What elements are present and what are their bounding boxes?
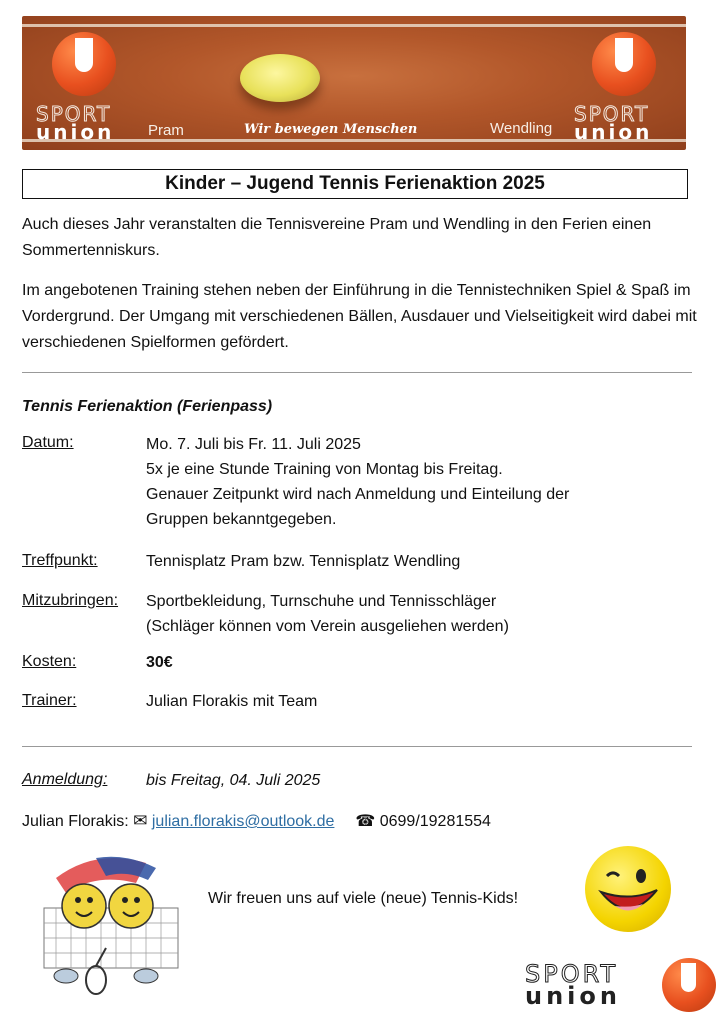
footer-sport-text: SPORT xyxy=(525,960,619,988)
banner-left-union: union xyxy=(36,120,115,144)
header-banner xyxy=(22,16,686,150)
contact-name: Julian Florakis: xyxy=(22,813,129,830)
datum-line: Genauer Zeitpunkt wird nach Anmeldung und Einteilung der xyxy=(146,486,570,503)
treffpunkt-label: Treffpunkt: xyxy=(22,552,98,569)
banner-right-union: union xyxy=(574,120,653,144)
datum-value xyxy=(146,432,569,532)
phone-number: 0699/19281554 xyxy=(379,813,491,830)
banner-slogan: Wir bewegen Menschen xyxy=(244,122,418,137)
sport-union-logo-left-icon xyxy=(52,32,116,96)
trainer-value: Julian Florakis mit Team xyxy=(146,693,318,710)
anmeldung-value: bis Freitag, 04. Juli 2025 xyxy=(146,772,321,789)
envelope-icon: ✉ xyxy=(133,811,148,830)
datum-line: Gruppen bekanntgegeben. xyxy=(146,511,337,528)
footer-union-text: union xyxy=(525,982,621,1010)
divider-1 xyxy=(22,372,692,373)
closing-text: Wir freuen uns auf viele (neue) Tennis-Kids! xyxy=(208,890,519,907)
mitzubringen-line: (Schläger können vom Verein ausgeliehen werden) xyxy=(146,618,509,635)
banner-left-town: Pram xyxy=(148,122,184,139)
trainer-label: Trainer: xyxy=(22,692,77,709)
divider-2 xyxy=(22,746,692,747)
mitzubringen-label: Mitzubringen: xyxy=(22,592,119,609)
email-link[interactable]: julian.florakis@outlook.de xyxy=(151,813,335,830)
mitzubringen-line: Sportbekleidung, Turnschuhe und Tennisschläger xyxy=(146,593,497,610)
banner-right-sport: SPORT xyxy=(574,102,650,126)
anmeldung-label: Anmeldung: xyxy=(22,771,108,788)
intro-paragraph-1: Auch dieses Jahr veranstalten die Tennisvereine Pram und Wendling in den Ferien einen Sommertenniskurs. xyxy=(22,216,652,259)
kosten-label: Kosten: xyxy=(22,653,77,670)
intro-paragraph-2: Im angebotenen Training stehen neben der Einführung in die Tennistechniken Spiel & Spaß im Vordergrund. Der Umgang mit verschiedenen Bällen, Ausdauer und Vielseitigkeit wird dabei mit verschiedenen Spielformen gefördert. xyxy=(22,282,697,351)
treffpunkt-value: Tennisplatz Pram bzw. Tennisplatz Wendling xyxy=(146,553,461,570)
phone-icon: ☎ xyxy=(355,813,376,830)
winking-smiley-icon xyxy=(585,846,671,932)
banner-top-stripe xyxy=(22,24,686,27)
page-title: Kinder – Jugend Tennis Ferienaktion 2025 xyxy=(22,169,688,199)
contact-line xyxy=(22,811,491,831)
datum-label: Datum: xyxy=(22,434,74,451)
banner-right-town: Wendling xyxy=(490,120,553,137)
datum-line: 5x je eine Stunde Training von Montag bis Freitag. xyxy=(146,461,503,478)
footer-union-logo-icon xyxy=(662,958,716,1012)
datum-line: Mo. 7. Juli bis Fr. 11. Juli 2025 xyxy=(146,436,361,453)
kosten-value: 30€ xyxy=(146,654,173,671)
tennis-ball-icon xyxy=(240,54,320,102)
mitzubringen-value xyxy=(146,589,509,639)
tennis-kids-illustration xyxy=(36,848,186,998)
section-heading: Tennis Ferienaktion (Ferienpass) xyxy=(22,398,273,415)
banner-left-sport: SPORT xyxy=(36,102,112,126)
sport-union-logo-right-icon xyxy=(592,32,656,96)
